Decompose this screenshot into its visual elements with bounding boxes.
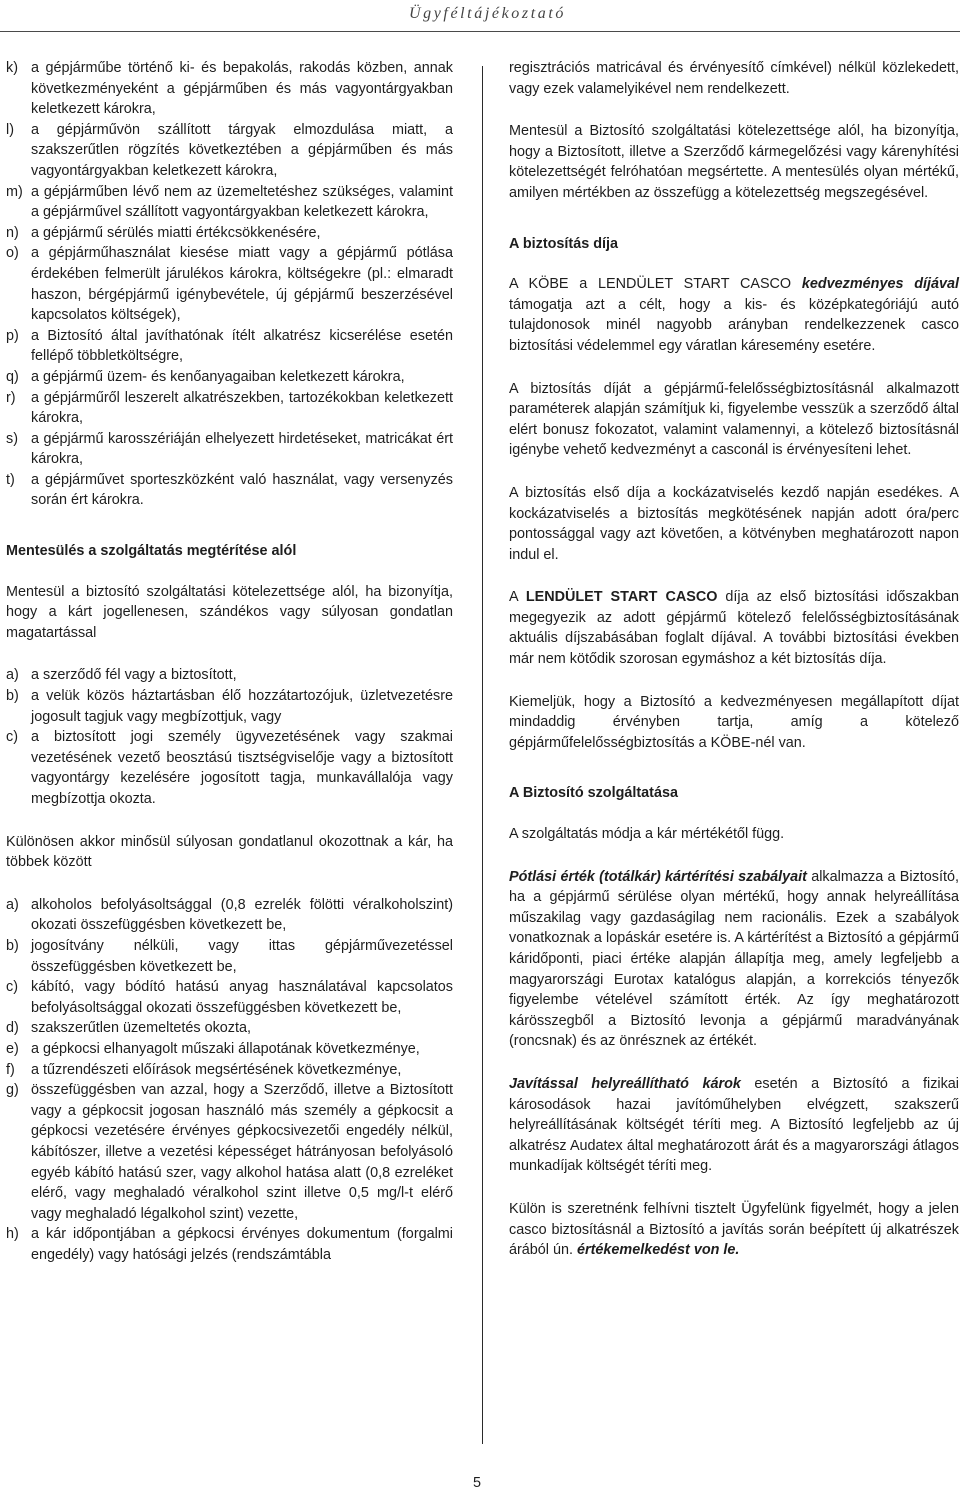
left-column: [6, 58, 453, 1265]
gross-negligence-item: [6, 1018, 453, 1039]
fee-paragraph-1: [509, 274, 959, 356]
service-p3-emphasis: Javítással helyreállítható károk: [509, 1075, 741, 1092]
list-item-text: a gépjárművön szállított tárgyak elmozdulása miatt, a szakszerűtlen rögzítés következtében a gépjárműben és más vagyontárgyakban keletkezett károkra,: [31, 121, 453, 179]
service-p4-start: Külön is szeretnénk felhívni tisztelt Ügyfelünk figyelmét, hogy a jelen casco biztosításnál a Biztosító a javítás során beépített új alkatrészek árából ún.: [509, 1200, 959, 1259]
exemption-item: [6, 686, 453, 727]
exemption-list: [6, 665, 453, 809]
fee-p4-start: A: [509, 589, 526, 606]
service-paragraph-3: [509, 1074, 959, 1177]
header-title: Ügyféltájékoztató: [408, 5, 566, 22]
list-item-text: alkoholos befolyásoltsággal (0,8 ezrelék fölötti véralkoholszint) okozati összefüggésben következett be,: [31, 896, 453, 934]
fee-p1-emphasis: kedvezményes díjával: [801, 276, 959, 293]
fee-p1-start: A KÖBE a LENDÜLET START CASCO: [509, 276, 802, 293]
exclusion-item: [6, 58, 453, 120]
gross-negligence-item: [6, 1080, 453, 1224]
list-item-text: a gépjárműbe történő ki- és bepakolás, rakodás közben, annak következményeként a gépjárműben és más vagyontárgyakban keletkezett károkra,: [31, 60, 453, 118]
fee-paragraph-3: A biztosítás első díja a kockázatviselés kezdő napján esedékes. A kockázatviselés a biztosítás megkötésének napján adott óra/perc pontossággal vagy azt követően, a kötvényben meghatározott napon indul el.: [509, 484, 959, 563]
list-item-text: a gépjárműben lévő nem az üzemeltetéshez szükséges, valamint a gépjárművel szállított vagyontárgyakban keletkezett károkra,: [31, 183, 453, 221]
list-item-label: r): [6, 389, 16, 406]
fee-p1-end: támogatja azt a célt, hogy a kis- és középkategóriájú autó tulajdonosok minél nagyobb arányban rendelkezzenek casco biztosítási védelemmel egy váratlan káresemény esetére.: [509, 296, 959, 354]
list-item-label: n): [6, 224, 19, 241]
exemption-intro: Mentesül a biztosító szolgáltatási kötelezettsége alól, ha bizonyítja, hogy a kárt jogellenesen, szándékos vagy súlyosan gondatlan magatartással: [6, 583, 453, 641]
list-item-text: szakszerűtlen üzemeltetés okozta,: [31, 1020, 251, 1037]
list-item-text: a gépkocsi elhanyagolt műszaki állapotának következménye,: [31, 1040, 420, 1057]
list-item-text: a gépjármű üzem- és kenőanyagaiban keletkezett károkra,: [31, 368, 405, 385]
list-item-label: a): [6, 667, 19, 684]
list-item-text: a tűzrendészeti előírások megsértésének következménye,: [31, 1061, 402, 1078]
list-item-text: a biztosított jogi személy ügyvezetésének vagy szakmai vezetésének vezető beosztású tisztségviselője vagy a biztosított vagyontárgy kezelésére jogosított tagja, munkavállalója vagy megbízottja okozta.: [31, 729, 453, 807]
continuation-paragraph: regisztrációs matricával és érvényesítő címkével) nélkül közlekedett, vagy ezek valamelyikével nem rendelkezett.: [509, 60, 959, 97]
service-p2-rest: alkalmazza a Biztosító, ha a gépjármű sérülése olyan mértékű, hogy annak helyreállítása műszakilag vagy gazdaságilag nem racionális. Ezek a szabályok vonatkoznak a lopáskár esetére is. A kártérítést a Biztosító a gépjármű káridőponti, piaci értéke alapján állapítja meg, amely legfeljebb a magyarországi Eurotax katalógus alapján, a korrekciós tényezők figyelembe vételével számított érték. Az így meghatározott kárösszegből a Biztosító levonja a gépjármű maradványának (roncsnak) és az önrésznek az értékét.: [509, 868, 959, 1050]
list-item-label: p): [6, 327, 19, 344]
exclusion-item: [6, 429, 453, 470]
list-item-label: q): [6, 368, 19, 385]
list-item-text: a kár időpontjában a gépkocsi érvényes dokumentum (forgalmi engedély) vagy hatósági jelzés (rendszámtábla: [31, 1226, 453, 1263]
exclusion-item: [6, 243, 453, 325]
exclusion-item: [6, 120, 453, 182]
fee-heading: A biztosítás díja: [509, 235, 619, 252]
service-heading: A Biztosító szolgáltatása: [509, 785, 678, 802]
exclusion-item: [6, 367, 453, 388]
list-item-text: a gépjármű sérülés miatti értékcsökkenésére,: [31, 224, 321, 241]
exclusion-item: [6, 470, 453, 511]
list-item-label: m): [6, 183, 23, 200]
list-item-label: f): [6, 1061, 15, 1078]
list-item-text: a szerződő fél vagy a biztosított,: [31, 667, 237, 684]
list-item-label: t): [6, 471, 15, 488]
list-item-label: h): [6, 1226, 19, 1243]
exclusion-item: [6, 388, 453, 429]
list-item-label: k): [6, 60, 18, 76]
list-item-label: b): [6, 937, 19, 954]
gross-negligence-list: [6, 895, 453, 1266]
exemption-item: [6, 727, 453, 809]
gross-negligence-intro: Különösen akkor minősül súlyosan gondatlanul okozottnak a kár, ha többek között: [6, 833, 453, 871]
right-column: [509, 58, 959, 1261]
service-p2-emphasis: Pótlási érték (totálkár) kártérítési szabályait: [509, 868, 807, 885]
fee-paragraph-4: [509, 587, 959, 669]
exemption-item: [6, 665, 453, 686]
list-item-text: jogosítvány nélküli, vagy ittas gépjárművezetéssel összefüggésben következett be,: [31, 937, 453, 975]
fee-paragraph-5: Kiemeljük, hogy a Biztosító a kedvezményesen megállapított díjat mindaddig érvényben tartja, amíg a kötelező gépjárműfelelősségbiztosítás a KÖBE-nél van.: [509, 693, 959, 751]
list-item-label: a): [6, 896, 19, 913]
gross-negligence-item: [6, 1224, 453, 1265]
service-p3-rest: esetén a Biztosító a fizikai károsodások hazai javítóműhelyben elvégzett, szakszerű helyreállításának költségét téríti meg. A Biztosító legfeljebb az új alkatrész Audatex által meghatározott árát és a magyarországi átlagos munkadíjak költségét téríti meg.: [509, 1075, 959, 1175]
gross-negligence-item: [6, 977, 453, 1018]
service-p4-emphasis: értékemelkedést von le.: [577, 1242, 740, 1259]
page-header: [0, 0, 960, 32]
list-item-text: a gépjármű karosszériáján elhelyezett hirdetéseket, matricákat ért károkra,: [31, 430, 453, 468]
list-item-text: a gépjárművet sporteszközként való használat, vagy versenyzés során ért károkra.: [31, 471, 453, 509]
list-item-text: a gépjárműhasználat kiesése miatt vagy a gépjármű pótlása érdekében felmerült járulékos károkra, költségekre (pl.: elmaradt haszon, bérgépjármű igénybevétele, új gépjármű beszerzésével kapcsolatos költségek),: [31, 245, 453, 324]
list-item-label: s): [6, 430, 18, 447]
exclusion-item: [6, 223, 453, 244]
list-item-text: összefüggésben van azzal, hogy a Szerződő, illetve a Biztosított vagy a gépkocsit jogosan használó más személy a gépkocsit a gépkocsi vezetésére érvényes gépkocsivezetői engedély nélkül, kábítószer, illetve a vezetési képességet hátrányosan befolyásoló egyéb kábító hatású szer, vagy alkohol hatása alatt (0,8 ezreléket elérő, vagy meghaladó véralkohol szint illetve 0,5 mg/l-t elérő vagy meghaladó légalkohol szint) vezette,: [31, 1082, 453, 1222]
gross-negligence-item: [6, 936, 453, 977]
list-item-text: a gépjárműről leszerelt alkatrészekben, tartozékokban keletkezett károkra,: [31, 389, 453, 427]
exemption-heading: Mentesülés a szolgáltatás megtérítése alól: [6, 543, 297, 560]
gross-negligence-item: [6, 1060, 453, 1081]
exclusions-list: [6, 58, 453, 511]
list-item-label: l): [6, 121, 14, 138]
list-item-label: d): [6, 1020, 19, 1037]
list-item-text: kábító, vagy bódító hatású anyag használatával kapcsolatos befolyásoltsággal okozati összefüggésben következett be,: [31, 979, 453, 1016]
list-item-label: b): [6, 688, 19, 705]
list-item-label: e): [6, 1040, 19, 1057]
gross-negligence-item: [6, 1039, 453, 1060]
fee-p4-bold: LENDÜLET START CASCO: [525, 589, 718, 606]
list-item-label: c): [6, 729, 18, 746]
service-paragraph-1: A szolgáltatás módja a kár mértékétől függ.: [509, 826, 785, 843]
list-item-text: a velük közös háztartásban élő hozzátartozójuk, üzletvezetésre jogosult tagjuk vagy megbízottjuk, vagy: [31, 688, 453, 725]
page-number: 5: [473, 1475, 482, 1491]
fee-p4-end: díja az első biztosítási időszakban megegyezik az adott gépjármű kötelező felelősségbiztosításának aktuális díjszabásában foglalt díjával. A további biztosítási években már nem kötődik szorosan egymáshoz a két biztosítás díja.: [509, 589, 959, 668]
service-paragraph-2: [509, 867, 959, 1052]
service-paragraph-4: [509, 1199, 959, 1261]
exclusion-item: [6, 326, 453, 367]
exclusion-item: [6, 182, 453, 223]
list-item-text: a Biztosító által javíthatónak ítélt alkatrész kicserélése esetén fellépő többletköltségre,: [31, 327, 453, 365]
list-item-label: g): [6, 1082, 19, 1099]
list-item-label: o): [6, 245, 19, 262]
fee-paragraph-2: A biztosítás díját a gépjármű-felelősségbiztosításnál alkalmazott paraméterek alapján számítjuk ki, figyelembe vesszük a szerződő által elért bonusz fokozatot, valamint valamennyi, a kötelező biztosításnál igénybe vehető kedvezményt a casconál is érvényesíteni lehet.: [509, 380, 959, 459]
column-divider: [482, 66, 483, 1444]
exemption-paragraph: Mentesül a Biztosító szolgáltatási kötelezettsége alól, ha bizonyítja, hogy a Biztosított, illetve a Szerződő kármegelőzési vagy kárenyhítési kötelezettségét felróhatóan megsértette. A mentesülés olyan mértékű, amilyen mértékben az összefügg a kötelezettség megszegésével.: [509, 123, 959, 201]
list-item-label: c): [6, 979, 18, 996]
gross-negligence-item: [6, 895, 453, 936]
